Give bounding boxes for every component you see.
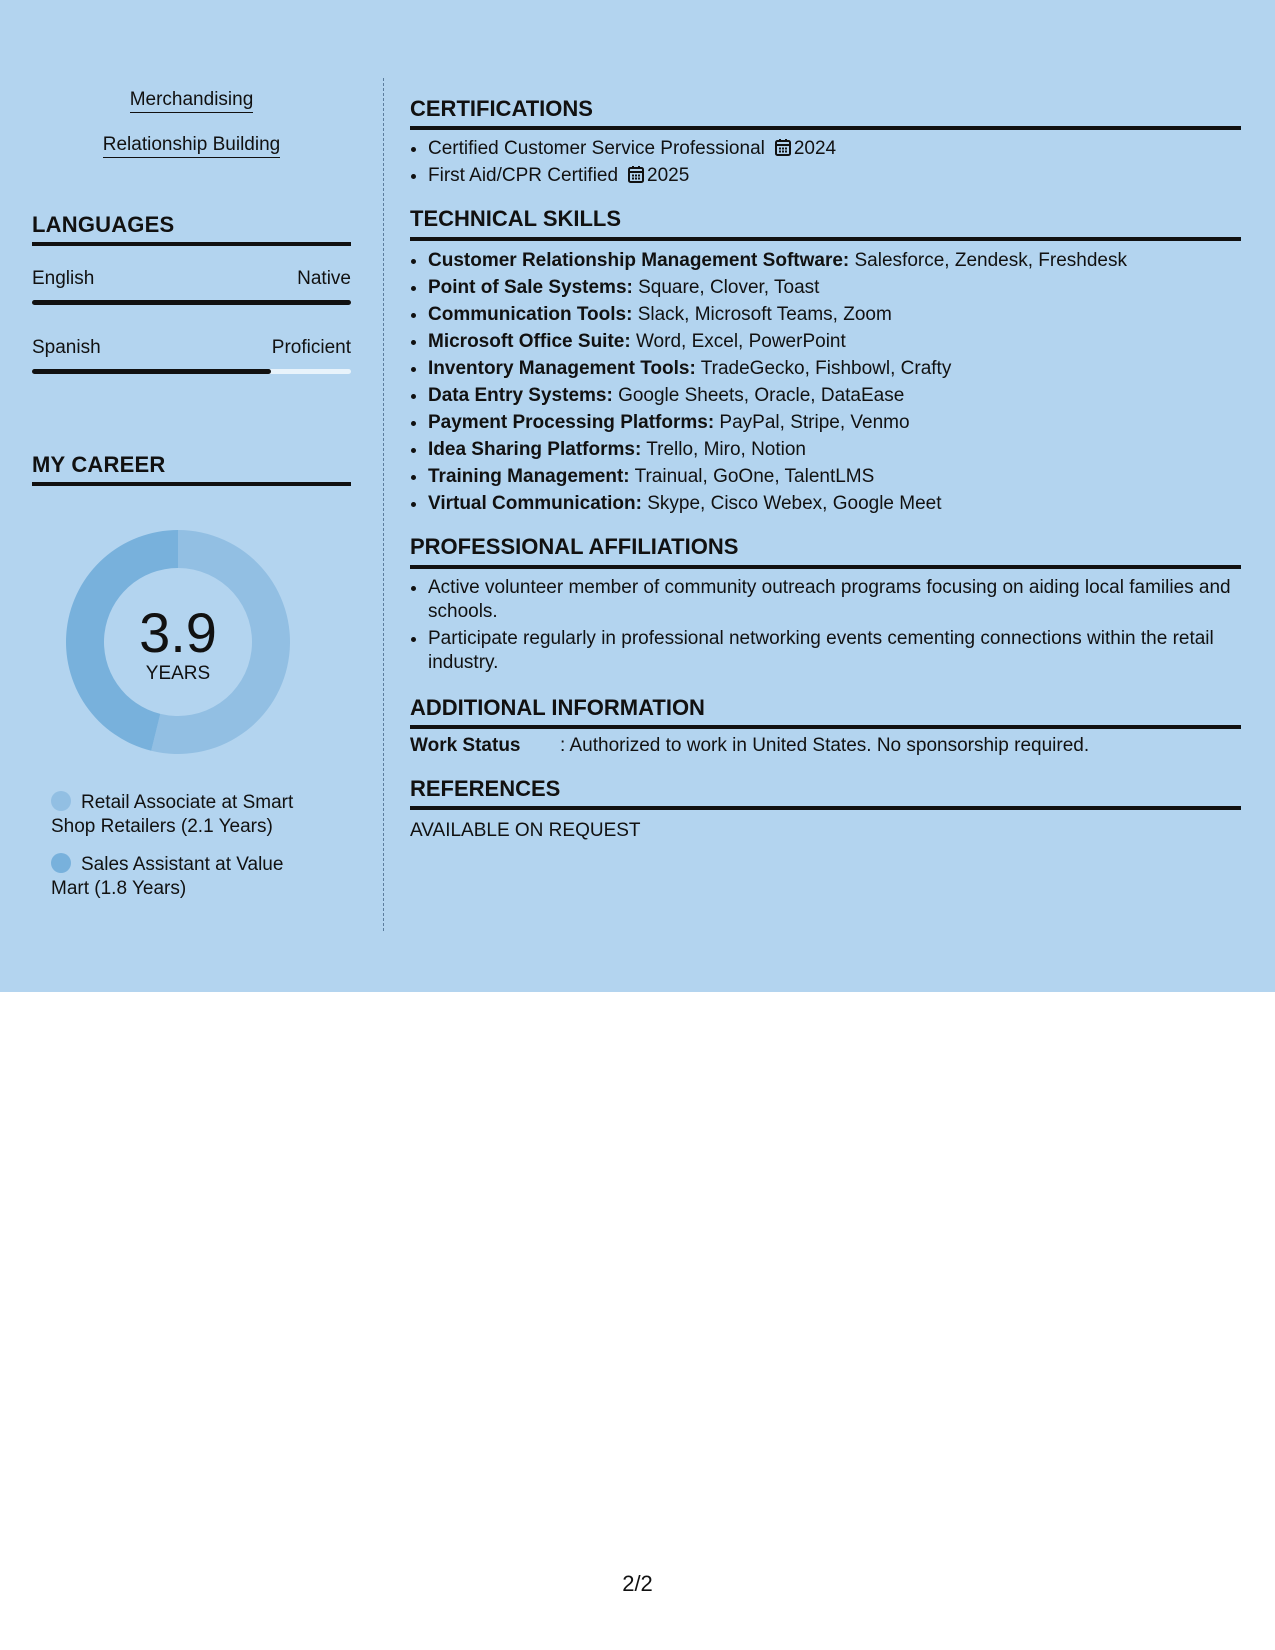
calendar-icon [628,165,644,183]
language-bar-fill [32,300,351,305]
legend-dot [51,791,71,811]
list-item [428,247,1241,274]
language-bar-fill [32,369,271,374]
career-legend-item [51,853,321,901]
skill-value: Trainual, GoOne, TalentLMS [629,466,875,487]
skill-label: Virtual Communication: [428,493,642,514]
list-item [428,162,1241,189]
career-title: MY CAREER [32,452,166,477]
section-rule [410,565,1241,569]
work-status-label: Work Status [410,735,521,756]
page-number: 2/2 [622,1571,653,1596]
list-item: • Participate regularly in professional networking events cementing connections within the retail industry. [428,627,1241,675]
skill-value: Square, Clover, Toast [632,277,820,298]
skill-label: Payment Processing Platforms: [428,412,715,433]
column-divider [383,78,384,931]
references-text: AVAILABLE ON REQUEST [410,820,641,841]
language-level: Proficient [271,337,351,358]
skill-tag: Relationship Building [32,133,351,157]
skill-tag: Merchandising [32,88,351,112]
list-item [428,328,1241,355]
skill-value: Trello, Miro, Notion [641,439,807,460]
affiliations-list [410,576,1241,678]
skill-value: PayPal, Stripe, Venmo [714,412,910,433]
skill-value: TradeGecko, Fishbowl, Crafty [695,358,952,379]
list-item [428,135,1241,162]
section-rule [410,806,1241,810]
skill-label: Training Management: [428,466,630,487]
languages-title: LANGUAGES [32,212,175,237]
technical-skills-list [410,247,1241,517]
calendar-icon [775,138,791,156]
career-role-label: Sales Assistant at Value Mart (1.8 Years) [51,854,284,899]
certification-name: Certified Customer Service Professional [428,138,765,159]
certification-year: 2025 [647,165,690,186]
language-bar [32,369,351,374]
list-item [428,301,1241,328]
language-name: Spanish [32,337,101,358]
skill-label: Point of Sale Systems: [428,277,633,298]
skill-value: Slack, Microsoft Teams, Zoom [632,304,892,325]
section-rule [32,242,351,246]
certifications-list [410,135,1241,189]
language-level: Native [297,268,351,289]
section-rule [32,482,351,486]
language-row [32,267,351,291]
skill-label: Idea Sharing Platforms: [428,439,642,460]
career-legend-item [51,791,321,839]
career-total-unit: YEARS [145,663,211,684]
list-item [428,490,1241,517]
technical-skills-title: TECHNICAL SKILLS [410,206,622,231]
skill-value: Salesforce, Zendesk, Freshdesk [849,250,1127,271]
skill-value: Word, Excel, PowerPoint [630,331,846,352]
list-item [428,463,1241,490]
legend-dot [51,853,71,873]
list-item [428,382,1241,409]
skill-label: Inventory Management Tools: [428,358,696,379]
skill-value: Skype, Cisco Webex, Google Meet [641,493,942,514]
certification-year: 2024 [793,138,837,159]
section-rule [410,725,1241,729]
additional-info-title: ADDITIONAL INFORMATION [410,695,705,720]
skill-label: Communication Tools: [428,304,633,325]
career-total-value: 3.9 [139,601,217,664]
affiliations-title: PROFESSIONAL AFFILIATIONS [410,534,739,559]
list-item [428,274,1241,301]
work-status-row [410,734,1241,758]
skill-value: Google Sheets, Oracle, DataEase [612,385,905,406]
work-status-value: : Authorized to work in United States. No sponsorship required. [560,735,1090,756]
language-row [32,336,351,360]
skill-label: Microsoft Office Suite: [428,331,631,352]
language-name: English [32,268,95,289]
skill-label: Customer Relationship Management Software: [428,250,850,271]
certification-name: First Aid/CPR Certified [428,165,619,186]
list-item [428,409,1241,436]
references-title: REFERENCES [410,776,561,801]
language-bar [32,300,351,305]
list-item [428,355,1241,382]
skill-label: Data Entry Systems: [428,385,613,406]
section-rule [410,126,1241,130]
certifications-title: CERTIFICATIONS [410,96,593,121]
career-role-label: Retail Associate at Smart Shop Retailers (2.1 Years) [51,792,294,837]
section-rule [410,237,1241,241]
career-total [66,601,290,685]
list-item [428,436,1241,463]
list-item: • Active volunteer member of community outreach programs focusing on aiding local families and schools. [428,576,1241,624]
